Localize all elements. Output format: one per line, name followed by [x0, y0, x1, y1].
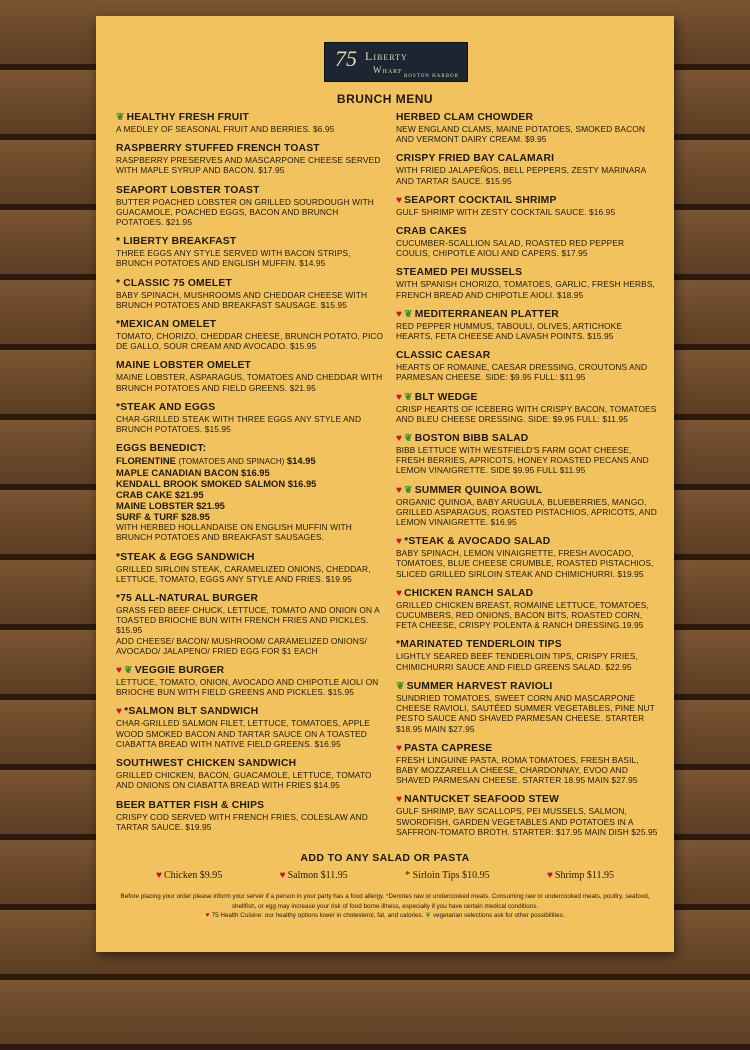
- item-description: GULF SHRIMP, BAY SCALLOPS, PEI MUSSELS, SALMON, SWORDFISH, GARDEN VEGETABLES AND POTATOES IN A SAFFRON-TOMATO BROTH. STARTER: $17.95 MAIN DISH $25.95: [396, 806, 658, 837]
- item-name-text: MAINE LOBSTER OMELET: [116, 360, 251, 372]
- item-description: FRESH LINGUINE PASTA, ROMA TOMATOES, FRESH BASIL, BABY MOZZARELLA CHEESE, CHARDONNAY, EVOO AND SHAVED PARMESAN CHEESE. STARTER 18.95 MAIN $27.95: [396, 754, 639, 786]
- menu-item: [396, 588, 660, 631]
- menu-item: [116, 593, 384, 656]
- leaf-icon: ❦: [425, 912, 431, 920]
- item-name-text: CRISPY FRIED BAY CALAMARI: [396, 153, 555, 165]
- item-description: LETTUCE, TOMATO, ONION, AVOCADO AND CHIPOTLE AIOLI ON BRIOCHE BUN WITH FIELD GREENS AND PICKLES. $15.95: [116, 677, 379, 698]
- item-name-text: BEER BATTER FISH & CHIPS: [116, 799, 265, 811]
- item-name: [396, 392, 660, 404]
- leaf-icon: ❦: [116, 112, 125, 123]
- item-name: [116, 552, 384, 564]
- logo-tagline: BOSTON HARBOR: [404, 74, 459, 79]
- item-name: [396, 267, 660, 279]
- leaf-icon: ❦: [404, 391, 413, 403]
- item-name: [396, 639, 660, 651]
- item-name: [396, 153, 660, 165]
- benedict-name: MAINE LOBSTER: [116, 500, 194, 512]
- item-name: [396, 226, 660, 238]
- item-name-text: SEAPORT LOBSTER TOAST: [116, 184, 260, 196]
- leaf-icon: ❦: [404, 308, 413, 320]
- benedict-option: [116, 467, 384, 478]
- item-name-text: PASTA CAPRESE: [404, 742, 493, 754]
- item-name: [116, 402, 384, 414]
- menu-item: [396, 392, 660, 424]
- benedict-name: SURF & TURF: [116, 511, 179, 523]
- logo-sub: Wharf: [373, 65, 403, 75]
- item-name: [396, 794, 660, 806]
- item-name: [116, 593, 384, 605]
- menu-item: [396, 536, 660, 579]
- leaf-icon: ❦: [404, 484, 413, 496]
- benedict-option: [116, 500, 384, 511]
- item-name: [116, 185, 384, 197]
- heart-icon: ♥: [156, 870, 162, 881]
- item-description: CHAR-GRILLED STEAK WITH THREE EGGS ANY STYLE AND BRUNCH POTATOES. $15.95: [116, 413, 362, 435]
- menu-item: [396, 350, 660, 382]
- item-description: CRISP HEARTS OF ICEBERG WITH CRISPY BACON, TOMATOES AND BLEU CHEESE DRESSING. SIDE: $9.95 FULL: $11.95: [396, 403, 657, 424]
- item-name-text: CRAB CAKES: [396, 226, 467, 238]
- item-name-text: BOSTON BIBB SALAD: [414, 433, 529, 445]
- item-name-text: *STEAK & EGG SANDWICH: [116, 551, 255, 563]
- item-description: WITH FRIED JALAPEÑOS, BELL PEPPERS, ZESTY MARINARA AND TARTAR SAUCE. $15.95: [396, 165, 646, 186]
- addon-label: Chicken $9.95: [163, 870, 223, 881]
- addon-label: Shrimp $11.95: [554, 870, 614, 881]
- menu-item: [116, 185, 384, 228]
- menu-item: [396, 309, 660, 341]
- item-name: [116, 278, 384, 290]
- benedict-lines: [116, 455, 384, 522]
- item-name: [396, 681, 660, 693]
- item-name-text: MEDITERRANEAN PLATTER: [414, 308, 559, 320]
- menu-item: [116, 758, 384, 790]
- item-name: [396, 309, 660, 321]
- heart-icon: ♥: [396, 794, 403, 806]
- left-column: [116, 112, 384, 841]
- addon-item: [280, 870, 348, 881]
- allergy-note: Before placing your order please inform your server if a person in your party has a food allergy. *Denotes raw or undercooked meats. Consuming raw or undercooked meats, poultry, seafood, shellfish, or egg may increase your risk of food borne illness, especially if you have certain medical conditions.: [120, 893, 650, 910]
- heart-icon: ♥: [396, 484, 403, 496]
- benedict-price: $28.95: [181, 511, 210, 523]
- item-name: [116, 665, 384, 677]
- menu-item: [116, 143, 384, 175]
- item-name: [396, 743, 660, 755]
- addons-row: [156, 870, 614, 881]
- benedict-name: MAPLE CANADIAN BACON: [116, 467, 239, 479]
- menu-item: [396, 639, 660, 671]
- menu-item: [116, 236, 384, 268]
- menu-item: [396, 794, 660, 837]
- item-name-text: * CLASSIC 75 OMELET: [116, 277, 232, 289]
- logo-number: 75: [335, 46, 357, 71]
- item-name-text: SUMMER HARVEST RAVIOLI: [406, 680, 553, 692]
- item-name-text: * LIBERTY BREAKFAST: [116, 236, 237, 248]
- heart-icon: ♥: [396, 536, 403, 548]
- item-name-text: VEGGIE BURGER: [134, 665, 225, 677]
- item-description: GRILLED SIRLOIN STEAK, CARAMELIZED ONIONS, CHEDDAR, LETTUCE, TOMATO, EGGS ANY STYLE AND FRIES. $19.95: [116, 563, 371, 584]
- benedict-note: (TOMATOES AND SPINACH): [178, 457, 285, 467]
- item-name-text: CHICKEN RANCH SALAD: [404, 587, 534, 599]
- item-description: MAINE LOBSTER, ASPARAGUS, TOMATOES AND CHEDDAR WITH BRUNCH POTATOES AND FIELD GREENS. $21.95: [116, 372, 383, 393]
- menu-item: [396, 743, 660, 786]
- menu-item: [116, 278, 384, 310]
- item-name-text: SOUTHWEST CHICKEN SANDWICH: [116, 758, 297, 770]
- item-description: TOMATO, CHORIZO, CHEDDAR CHEESE, BRUNCH POTATO, PICO DE GALLO, SOUR CREAM AND AVOCADO. $15.95: [116, 331, 384, 352]
- heart-icon: ♥: [396, 194, 403, 206]
- item-description: BIBB LETTUCE WITH WESTFIELD'S FARM GOAT CHEESE, FRESH BERRIES, APRICOTS, HONEY ROASTED PECANS AND LEMON VINAIGRETTE. SIDE $9.95 FULL $11.95: [396, 445, 649, 476]
- item-description: GULF SHRIMP WITH ZESTY COCKTAIL SAUCE. $16.95: [396, 206, 616, 217]
- item-name-text: SUMMER QUINOA BOWL: [414, 484, 543, 496]
- item-name: [116, 143, 384, 155]
- item-description: RASPBERRY PRESERVES AND MASCARPONE CHEESE SERVED WITH MAPLE SYRUP AND BACON. $17.95: [116, 155, 381, 176]
- vegetarian-note: vegetarian selections ask for other possibilities.: [432, 912, 565, 920]
- item-name-text: CLASSIC CAESAR: [396, 350, 491, 362]
- item-name: [396, 195, 660, 207]
- menu-item: [396, 153, 660, 185]
- left-items-2: [116, 552, 384, 832]
- benedict-price: $14.95: [286, 455, 316, 467]
- item-description: HEARTS OF ROMAINE, CAESAR DRESSING, CROUTONS AND PARMESAN CHEESE. SIDE: $9.95 FULL: $11.95: [396, 362, 648, 383]
- item-name: [116, 319, 384, 331]
- item-name-text: *STEAK AND EGGS: [116, 401, 216, 413]
- heart-icon: ♥: [396, 433, 403, 445]
- item-name: [396, 536, 660, 548]
- item-name: [396, 112, 660, 124]
- item-description: GRILLED CHICKEN BREAST, ROMAINE LETTUCE, TOMATOES, CUCUMBERS, RED ONIONS, BACON BITS, ROASTED CORN, FETA CHEESE, CRISPY POLENTA & RANCH DRESSING.19.95: [396, 599, 649, 631]
- item-name-text: *SALMON BLT SANDWICH: [124, 706, 259, 718]
- benedict-price: $16.95: [287, 478, 317, 490]
- logo-name: Liberty: [365, 49, 408, 63]
- item-name-text: RASPBERRY STUFFED FRENCH TOAST: [116, 143, 320, 155]
- menu-item: [396, 226, 660, 258]
- heart-icon: ♥: [116, 706, 123, 718]
- item-name: [116, 800, 384, 812]
- item-description: NEW ENGLAND CLAMS, MAINE POTATOES, SMOKED BACON AND VERMONT DAIRY CREAM. $9.95: [396, 124, 646, 145]
- menu-item: [116, 112, 384, 134]
- menu-item: [116, 800, 384, 832]
- item-description: CRISPY COD SERVED WITH FRENCH FRIES, COLESLAW AND TARTAR SAUCE. $19.95: [116, 811, 368, 832]
- item-description: ORGANIC QUINOA, BABY ARUGULA, BLUEBERRIES, MANGO, GRILLED ASPARAGUS, ROASTED PISTACHIOS, APRICOTS, AND LEMON VINAIGRETTE. $16.95: [396, 496, 657, 528]
- right-items: [396, 112, 660, 837]
- item-name-text: BLT WEDGE: [414, 391, 478, 403]
- item-name: [116, 758, 384, 770]
- menu-item: [116, 665, 384, 697]
- item-description: CHAR-GRILLED SALMON FILET, LETTUCE, TOMATOES, APPLE WOOD SMOKED BACON AND TARTAR SAUCE ON A TOASTED CIABATTA BREAD WITH NATIVE FIELD GREENS. $16.95: [116, 718, 370, 749]
- menu-item: [116, 319, 384, 351]
- addon-label: Salmon $11.95: [287, 870, 348, 881]
- item-description: LIGHTLY SEARED BEEF TENDERLOIN TIPS, CRISPY FRIES, CHIMICHURRI SAUCE AND FIELD GREENS SALAD. $22.95: [396, 651, 639, 672]
- benedict-title: EGGS BENEDICT:: [116, 443, 207, 455]
- leaf-icon: ❦: [396, 680, 405, 692]
- menu-item: [116, 706, 384, 749]
- item-name: [116, 706, 384, 718]
- item-name-text: SEAPORT COCKTAIL SHRIMP: [404, 194, 557, 206]
- item-description: BABY SPINACH, MUSHROOMS AND CHEDDAR CHEESE WITH BRUNCH POTATOES AND BREAKFAST SAUSAGE. $15.95: [116, 289, 368, 310]
- addon-item: [405, 870, 489, 881]
- item-name-text: *MARINATED TENDERLOIN TIPS: [396, 639, 562, 651]
- menu-item: [396, 195, 660, 217]
- item-description: BABY SPINACH, LEMON VINAIGRETTE, FRESH AVOCADO, TOMATOES, BLUE CHEESE CRUMBLE, ROASTED PISTACHIOS, SLICED GRILLED SIRLOIN STEAK AND CHIMICHURRI. $19.95: [396, 548, 654, 579]
- heart-icon: ♥: [396, 391, 403, 403]
- item-description: CUCUMBER-SCALLION SALAD, ROASTED RED PEPPER COULIS, CHIPOTLE AIOLI AND CAPERS. $17.95: [396, 238, 625, 259]
- benedict-price: $16.95: [241, 467, 270, 479]
- addons-title: ADD TO ANY SALAD OR PASTA: [300, 852, 470, 864]
- item-description: GRILLED CHICKEN, BACON, GUACAMOLE, LETTUCE, TOMATO AND ONIONS ON CIABATTA BREAD WITH FRIES $14.95: [116, 770, 372, 791]
- menu-item: [396, 681, 660, 734]
- benedict-option: [116, 455, 384, 467]
- item-description: A MEDLEY OF SEASONAL FRUIT AND BERRIES. $6.95: [116, 124, 335, 134]
- item-description: GRASS FED BEEF CHUCK, LETTUCE, TOMATO AND ONION ON A TOASTED BRIOCHE BUN WITH FRENCH FRIES AND PICKLES. $15.95: [116, 605, 380, 636]
- item-name: [396, 433, 660, 445]
- menu-item: [116, 360, 384, 392]
- footer-note: [116, 892, 654, 921]
- item-description: THREE EGGS ANY STYLE SERVED WITH BACON STRIPS, BRUNCH POTATOES AND ENGLISH MUFFIN. $14.95: [116, 248, 351, 269]
- menu-item: [396, 433, 660, 476]
- leaf-icon: ❦: [124, 665, 133, 677]
- menu-item: [396, 112, 660, 144]
- benedict-name: CRAB CAKE: [116, 489, 173, 501]
- item-name-text: NANTUCKET SEAFOOD STEW: [404, 794, 559, 806]
- heart-icon: ♥: [396, 587, 403, 599]
- heart-icon: ♥: [396, 308, 403, 320]
- item-description: RED PEPPER HUMMUS, TABOULI, OLIVES, ARTICHOKE HEARTS, FETA CHEESE AND LAVASH POINTS. $15.95: [396, 320, 623, 342]
- item-name: [396, 485, 660, 497]
- item-description: WITH SPANISH CHORIZO, TOMATOES, GARLIC, FRESH HERBS, FRENCH BREAD AND CHIPOTLE AIOLI. $18.95: [396, 279, 655, 300]
- addon-item: [156, 870, 222, 881]
- menu-item: [116, 402, 384, 434]
- item-name: [396, 350, 660, 362]
- menu-item: [116, 552, 384, 584]
- item-name: [116, 360, 384, 372]
- benedict-name: KENDALL BROOK SMOKED SALMON: [116, 478, 286, 490]
- item-name: [116, 112, 384, 124]
- addon-label: * Sirloin Tips $10.95: [405, 870, 490, 881]
- item-name-text: *STEAK & AVOCADO SALAD: [404, 536, 551, 548]
- health-note: 75 Health Cuisine: our healthy options lower in cholesterol, fat, and calories.: [211, 912, 424, 920]
- benedict-option: [116, 489, 384, 500]
- restaurant-logo: [324, 42, 468, 82]
- eggs-benedict: [116, 443, 384, 542]
- item-name-text: HEALTHY FRESH FRUIT: [126, 112, 249, 123]
- benedict-option: [116, 478, 384, 489]
- benedict-name: FLORENTINE: [116, 455, 176, 467]
- right-column: [396, 112, 660, 846]
- benedict-desc: WITH HERBED HOLLANDAISE ON ENGLISH MUFFIN WITH BRUNCH POTATOES AND BREAKFAST SAUSAGES.: [116, 522, 352, 543]
- heart-icon: ♥: [279, 870, 286, 881]
- item-name-text: *75 ALL-NATURAL BURGER: [116, 593, 259, 605]
- heart-icon: ♥: [116, 665, 123, 677]
- item-description: BUTTER POACHED LOBSTER ON GRILLED SOURDOUGH WITH GUACAMOLE, POACHED EGGS, BACON AND BRUNCH POTATOES. $21.95: [116, 196, 374, 228]
- benedict-price: $21.95: [174, 489, 204, 501]
- item-name-text: STEAMED PEI MUSSELS: [396, 267, 523, 279]
- addon-item: [547, 870, 614, 881]
- heart-icon: ♥: [546, 870, 553, 881]
- left-items: [116, 112, 384, 434]
- menu-title: BRUNCH MENU: [336, 92, 434, 106]
- item-description: SUNDRIED TOMATOES, SWEET CORN AND MASCARPONE CHEESE RAVIOLI, SAUTÉED SUMMER VEGETABLES, PINE NUT PESTO SAUCE AND SHAVED PARMESAN CHEESE. STARTER $18.95 MAIN $27.95: [396, 692, 655, 734]
- menu-item: [396, 485, 660, 528]
- item-extra: ADD CHEESE/ BACON/ MUSHROOM/ CARAMELIZED ONIONS/ AVOCADO/ JALAPENO/ FRIED EGG FOR $1 EACH: [116, 635, 367, 656]
- menu-sheet: [96, 16, 674, 952]
- menu-item: [396, 267, 660, 299]
- item-name-text: *MEXICAN OMELET: [116, 319, 217, 331]
- leaf-icon: ❦: [404, 433, 413, 445]
- item-name-text: HERBED CLAM CHOWDER: [396, 112, 534, 123]
- item-name: [396, 588, 660, 600]
- heart-icon: ♥: [205, 912, 210, 920]
- item-name: [116, 236, 384, 248]
- heart-icon: ♥: [396, 742, 403, 754]
- benedict-price: $21.95: [196, 500, 225, 512]
- benedict-option: [116, 511, 384, 522]
